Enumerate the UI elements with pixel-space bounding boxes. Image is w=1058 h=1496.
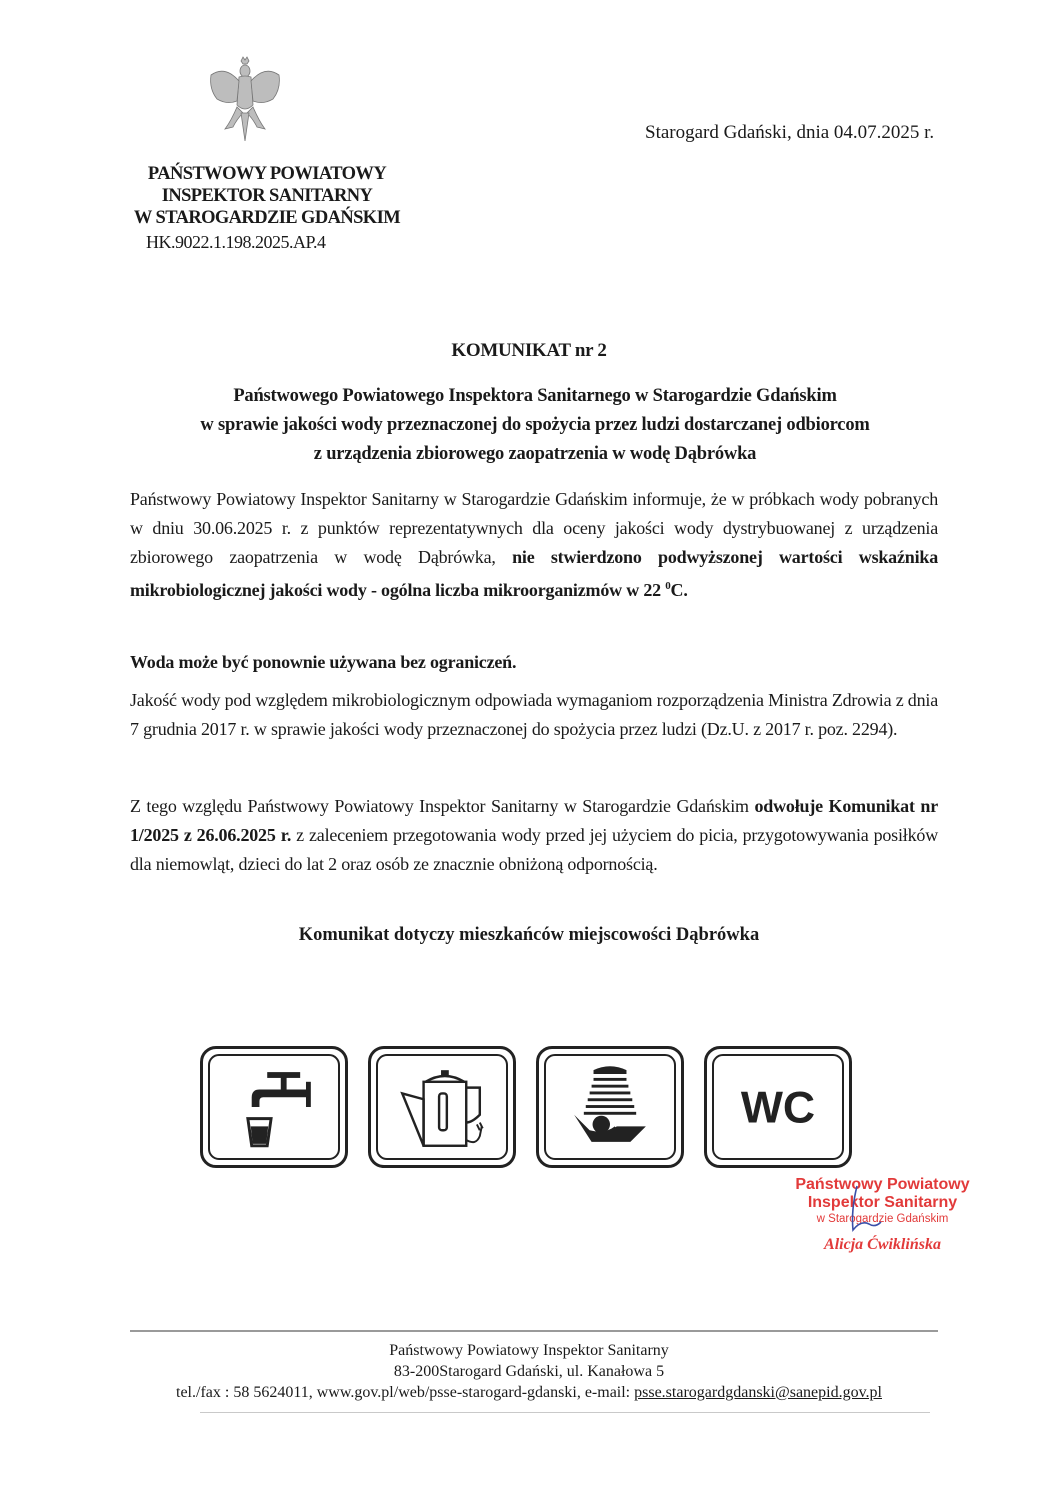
authority-line: PAŃSTWOWY POWIATOWY	[147, 164, 387, 184]
paragraph-bold-text: C.	[670, 580, 688, 600]
footer-email-link[interactable]: psse.starogardgdanski@sanepid.gov.pl	[634, 1384, 882, 1401]
polish-eagle-emblem-icon	[205, 55, 285, 147]
footer-divider	[130, 1330, 938, 1332]
paragraph-text: Państwowy Powiatowy Inspektor Sanitarny w Starogardzie Gdańskim informuje, że w próbkach wody pobranych w dniu 30.06.2025 r. z punktów reprezentatywnych dla oceny jakości wody dystrybuowanej z urządzenia zbiorowego zaopatrzenia w wodę Dąbrówka,	[130, 489, 938, 567]
footer-contact	[0, 1340, 1058, 1403]
stamp-line: Państwowy Powiatowy	[795, 1176, 970, 1193]
stamp-line: Inspektor Sanitarny	[807, 1194, 958, 1211]
paragraph-test-results	[130, 485, 938, 605]
paragraph-bold-text: odwołuje Komunikat nr 1/2025 z 26.06.2025 r.	[130, 796, 939, 845]
footer-phone-web: tel./fax : 58 5624011, www.gov.pl/web/psse-starogard-gdanski, e-mail:	[176, 1384, 635, 1401]
paragraph-water-usable: Woda może być ponownie używana bez ograniczeń.	[130, 652, 517, 672]
footer-line: Państwowy Powiatowy Inspektor Sanitarny	[389, 1342, 669, 1359]
authority-line: INSPEKTOR SANITARNY	[161, 186, 373, 206]
paragraph-bold-text: nie stwierdzono podwyższonej wartości wskaźnika mikrobiologicznej jakości wody - ogólna liczba mikroorganizmów w 22	[130, 547, 938, 600]
handwritten-signature-icon	[835, 1180, 895, 1240]
issuing-authority	[112, 163, 422, 229]
paragraph-text: Z tego względu Państwowy Powiatowy Inspektor Sanitarny w Starogardzie Gdańskim	[130, 796, 755, 816]
footer-contact-line	[0, 1382, 1058, 1403]
paragraph-text: z zaleceniem przegotowania wody przed jej użyciem do picia, przygotowywania posiłków dla niemowląt, dzieci do lat 2 oraz osób ze znacznie obniżoną odpornością.	[130, 825, 938, 874]
wc-icon	[704, 1046, 852, 1168]
document-title: KOMUNIKAT nr 2	[451, 340, 607, 361]
paragraph-regulation: Jakość wody pod względem mikrobiologicznym odpowiada wymaganiom rozporządzenia Ministra Zdrowia z dnia 7 grudnia 2017 r. w sprawie jakości wody przeznaczonej do spożycia przez ludzi (Dz.U. z 2017 r. poz. 2294).	[130, 690, 938, 739]
usage-pictograms	[200, 1046, 860, 1176]
stamp-line: w Starogardzie Gdańskim	[816, 1213, 949, 1225]
authority-line: W STAROGARDZIE GDAŃSKIM	[133, 208, 401, 228]
shower-bath-icon	[536, 1046, 684, 1168]
reference-number: HK.9022.1.198.2025.AP.4	[146, 232, 326, 252]
paragraph-revocation	[130, 792, 938, 879]
electric-kettle-icon	[368, 1046, 516, 1168]
signatory-name: Alicja Ćwiklińska	[824, 1236, 941, 1253]
wc-label: WC	[740, 1083, 816, 1133]
closing-statement: Komunikat dotyczy mieszkańców miejscowości Dąbrówka	[298, 925, 760, 945]
footer-address: 83-200Starogard Gdański, ul. Kanałowa 5	[393, 1363, 665, 1380]
degree-superscript: 0	[665, 580, 671, 592]
footer-divider-bottom	[200, 1412, 930, 1413]
document-subtitle	[120, 382, 950, 469]
document-date: Starogard Gdański, dnia 04.07.2025 r.	[645, 122, 935, 143]
subtitle-line: w sprawie jakości wody przeznaczonej do spożycia przez ludzi dostarczanej odbiorcom	[200, 415, 870, 435]
subtitle-line: z urządzenia zbiorowego zaopatrzenia w wodę Dąbrówka	[313, 444, 757, 464]
tap-water-glass-icon	[200, 1046, 348, 1168]
subtitle-line: Państwowego Powiatowego Inspektora Sanitarnego w Starogardzie Gdańskim	[233, 386, 837, 406]
